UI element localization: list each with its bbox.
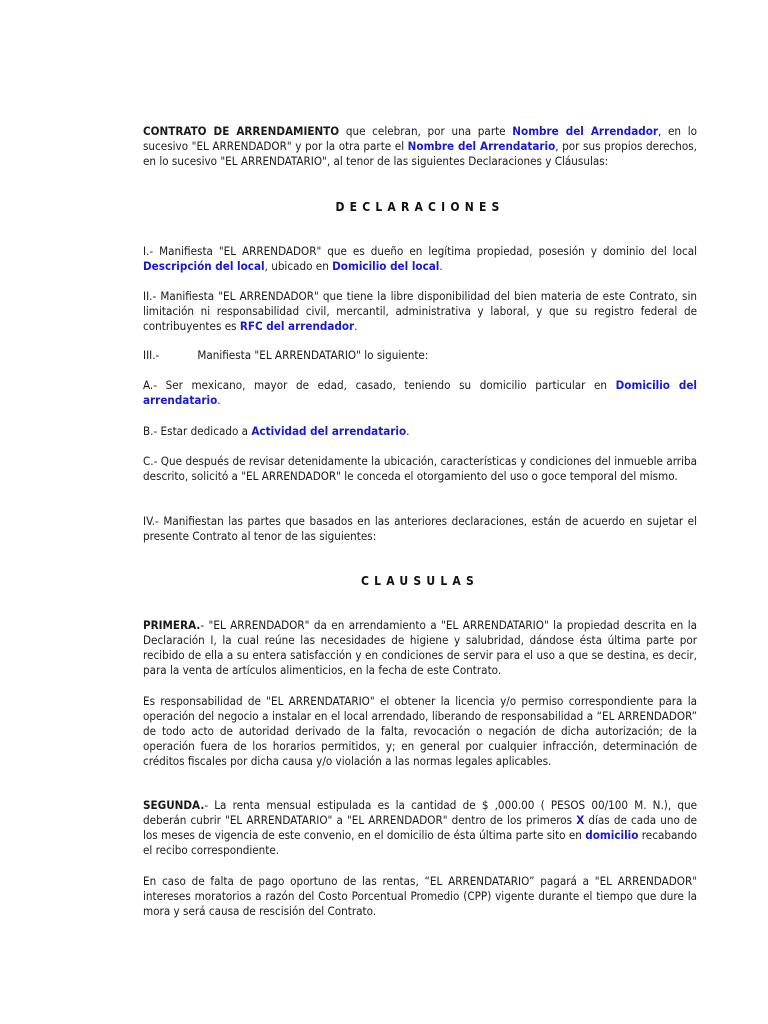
field-nombre-arrendador: Nombre del Arrendador [512, 124, 659, 138]
clausula-segunda-label: SEGUNDA. [143, 798, 205, 812]
clausula-primera: PRIMERA.- "EL ARRENDADOR" da en arrendamiento a "EL ARRENDATARIO" la propiedad descrita en la Declaración I, la cual reúne las necesidades de higiene y salubridad, dándose ésta última parte por recibido de ella a su entera satisfacción y en condiciones de servir para el uso a que se destina, es decir, para la venta de artículos alimenticios, en la fecha de este Contrato. [143, 618, 697, 677]
paragraph-responsabilidad: Es responsabilidad de "EL ARRENDATARIO" el obtener la licencia y/o permiso correspondiente para la operación del negocio a instalar en el local arrendado, liberando de responsabilidad a “EL ARRENDADOR” de todo acto de autoridad derivado de la falta, revocación o negación de dicha autorización; de la operación fuera de los horarios permitidos, y; en general por cualquier infracción, determinación de créditos fiscales por dicha causa y/o violación a las normas legales aplicables. [143, 694, 697, 768]
declaracion-ii: II.- Manifiesta "EL ARRENDADOR" que tiene la libre disponibilidad del bien materia de este Contrato, sin limitación ni responsabilidad civil, mercantil, administrativa y laboral, y que su registro federal de contribuyentes es RFC del arrendador. [143, 289, 697, 333]
field-descripcion-local: Descripción del local [143, 259, 265, 273]
declaracion-iii: III.- Manifiesta "EL ARRENDATARIO" lo siguiente: [143, 348, 429, 362]
field-nombre-arrendatario: Nombre del Arrendatario [407, 139, 556, 153]
declaracion-iii-a: A.- Ser mexicano, mayor de edad, casado, teniendo su domicilio particular en Domicilio del arrendatario. [143, 378, 697, 407]
declaracion-iii-c: C.- Que después de revisar detenidamente la ubicación, características y condiciones del inmueble arriba descrito, solicitó a "EL ARRENDADOR" le conceda el otorgamiento del uso o goce temporal del mismo. [143, 454, 697, 483]
declaracion-iv: IV.- Manifiestan las partes que basados en las anteriores declaraciones, están de acuerdo en sujetar el presente Contrato al tenor de las siguientes: [143, 514, 697, 543]
declaracion-iii-b: B.- Estar dedicado a Actividad del arrendatario. [143, 424, 410, 438]
field-rfc-arrendador: RFC del arrendador [239, 319, 355, 333]
intro-paragraph: CONTRATO DE ARRENDAMIENTO que celebran, por una parte Nombre del Arrendador, en lo sucesivo "EL ARRENDADOR" y por la otra parte el Nombre del Arrendatario, por sus propios derechos, en lo sucesivo "EL ARRENDATARIO", al tenor de las siguientes Declaraciones y Cláusulas: [143, 124, 697, 168]
clausulas-heading: CLAUSULAS [361, 574, 479, 588]
field-dias: X [576, 813, 585, 827]
declaraciones-heading: DECLARACIONES [335, 200, 505, 214]
clausula-primera-label: PRIMERA. [143, 618, 201, 632]
paragraph-falta-pago: En caso de falta de pago oportuno de las rentas, “EL ARRENDATARIO” pagará a "EL ARRENDADOR" intereses moratorios a razón del Costo Porcentual Promedio (CPP) vigente durante el tiempo que dure la mora y será causa de rescisión del Contrato. [143, 874, 697, 918]
field-actividad-arrendatario: Actividad del arrendatario [251, 424, 407, 438]
field-domicilio-local: Domicilio del local [332, 259, 440, 273]
contract-title: CONTRATO DE ARRENDAMIENTO [143, 124, 340, 138]
declaracion-i: I.- Manifiesta "EL ARRENDADOR" que es dueño en legítima propiedad, posesión y dominio del local Descripción del local, ubicado en Domicilio del local. [143, 244, 697, 273]
field-domicilio: domicilio [585, 828, 639, 842]
field-domicilio-arrendatario: Domicilio del arrendatario [143, 378, 697, 407]
clausula-segunda: SEGUNDA.- La renta mensual estipulada es la cantidad de $ ,000.00 ( PESOS 00/100 M. N.), que deberán cubrir "EL ARRENDATARIO" a "EL ARRENDADOR" dentro de los primeros X días de cada uno de los meses de vigencia de este convenio, en el domicilio de ésta última parte sito en domicilio recabando el recibo correspondiente. [143, 798, 697, 857]
